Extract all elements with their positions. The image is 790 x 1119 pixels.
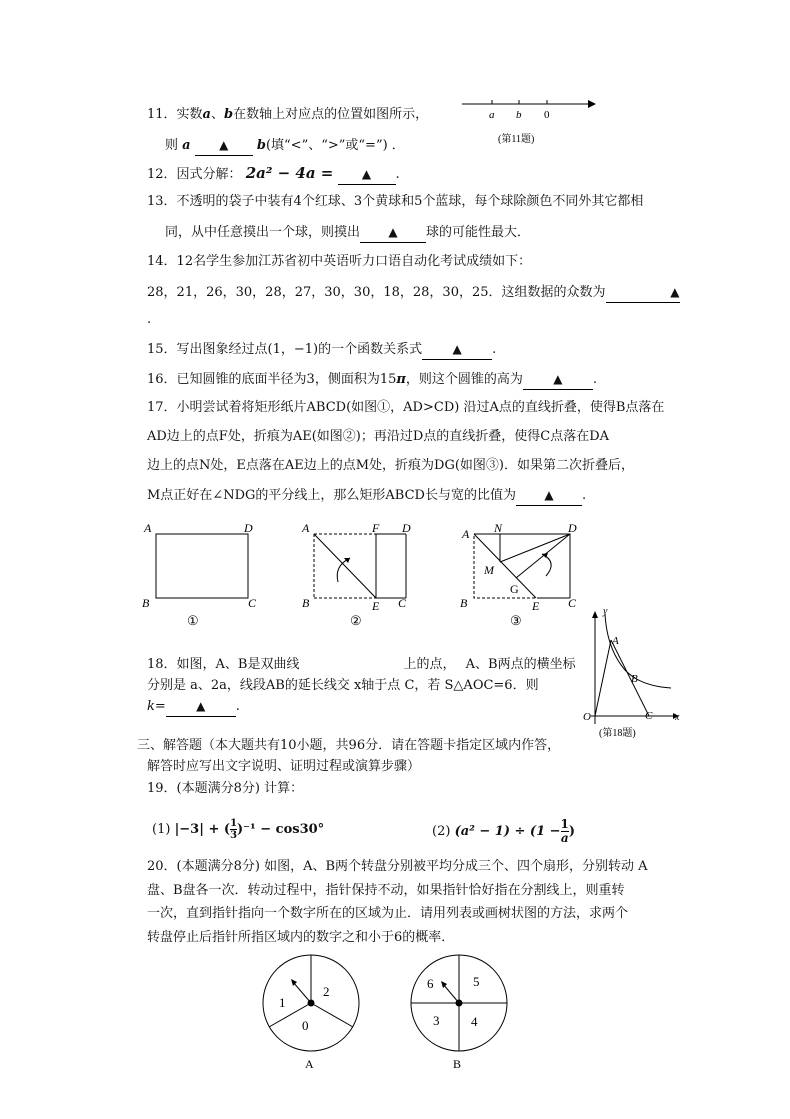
svg-text:A: A — [612, 635, 619, 647]
svg-text:2: 2 — [323, 984, 330, 999]
q18-line2: 分别是 a、2a，线段AB的延长线交 x轴于点 C，若 S△AOC=6．则 — [147, 678, 539, 693]
q20-line3: 一次，直到指针指向一个数字所在的区域为止．请用列表或画树状图的方法，求两个 — [147, 906, 629, 921]
q11-line2: 则 a ▲ b(填“<”、“>”或“=”) ． — [165, 136, 405, 156]
q14-line2: 28，21，26，30，28，27，30，30，18，28，30，25．这组数据的众数为 ▲ — [147, 283, 680, 303]
answer-blank-15[interactable]: ▲ — [422, 340, 492, 360]
svg-text:5: 5 — [473, 974, 480, 989]
q20-line1: 20．(本题满分8分) 如图，A、B两个转盘分别被平均分成三个、四个扇形，分别转动 A — [147, 859, 648, 874]
section3-line2: 解答时应写出文字说明、证明过程或演算步骤） — [147, 759, 421, 774]
svg-text:4: 4 — [471, 1014, 478, 1029]
svg-text:G: G — [510, 582, 519, 596]
section3-line1: 三、解答题（本大题共有10小题，共96分．请在答题卡指定区域内作答， — [137, 738, 561, 753]
answer-blank-18[interactable]: ▲ — [166, 697, 236, 717]
svg-text:②: ② — [350, 613, 362, 628]
q11-line1: 11．实数a、b在数轴上对应点的位置如图所示， — [147, 107, 429, 122]
q14-line3: . — [147, 312, 152, 327]
svg-text:C: C — [248, 596, 257, 610]
svg-text:C: C — [568, 596, 577, 610]
svg-text:y: y — [603, 606, 608, 617]
q12: 12．因式分解： 2a² − 4a = ▲ . — [147, 164, 400, 185]
svg-text:x: x — [675, 712, 680, 723]
answer-blank-13[interactable]: ▲ — [360, 223, 426, 243]
svg-text:C: C — [645, 710, 653, 722]
svg-text:B: B — [631, 673, 638, 685]
answer-blank-14[interactable]: ▲ — [606, 283, 680, 303]
svg-text:O: O — [583, 711, 591, 723]
svg-text:③: ③ — [510, 613, 522, 628]
q17-line4: M点正好在∠NDG的平分线上，那么矩形ABCD长与宽的比值为 ▲ . — [147, 486, 586, 506]
numline-label-0: 0 — [544, 109, 550, 121]
svg-text:6: 6 — [427, 976, 434, 991]
number-line-figure — [460, 96, 600, 148]
q19-title: 19．(本题满分8分) 计算： — [147, 781, 304, 796]
q13-line1: 13．不透明的袋子中装有4个红球、3个黄球和5个蓝球，每个球除颜色不同外其它都相 — [147, 194, 644, 209]
figure-17 — [138, 516, 588, 632]
svg-text:N: N — [494, 521, 503, 535]
svg-text:D: D — [402, 521, 411, 535]
svg-text:①: ① — [187, 613, 199, 628]
spinner-a — [263, 955, 359, 1071]
q18-line1: 18．如图，A、B是双曲线 上的点， A、B两点的横坐标 — [147, 657, 576, 672]
svg-text:M: M — [484, 563, 494, 577]
answer-blank-11[interactable]: ▲ — [195, 136, 253, 156]
spinners-figure — [255, 950, 515, 1075]
svg-text:D: D — [568, 521, 577, 535]
numline-label-a: a — [489, 109, 495, 121]
svg-text:F: F — [372, 521, 380, 535]
svg-text:C: C — [398, 596, 407, 610]
q19-part1: (1) |−3| + ( $\frac{1}{3}$ )⁻¹ − cos30° — [152, 818, 325, 841]
svg-text:A: A — [462, 527, 470, 541]
figure-18 — [565, 604, 687, 742]
svg-text:B: B — [453, 1057, 462, 1071]
svg-text:3: 3 — [433, 1013, 440, 1028]
answer-blank-16[interactable]: ▲ — [523, 370, 593, 390]
svg-text:A: A — [144, 521, 152, 535]
svg-text:B: B — [142, 596, 150, 610]
q16: 16．已知圆锥的底面半径为3，侧面积为15π，则这个圆锥的高为 ▲ . — [147, 370, 597, 390]
fig1-rect — [156, 534, 248, 598]
q18-line3: k= ▲ . — [147, 697, 240, 717]
svg-text:E: E — [532, 599, 540, 613]
q20-line2: 盘、B盘各一次．转动过程中，指针保持不动，如果指针恰好指在分割线上，则重转 — [147, 883, 625, 898]
svg-text:E: E — [372, 599, 380, 613]
svg-text:0: 0 — [302, 1018, 309, 1033]
svg-text:A: A — [302, 521, 310, 535]
svg-text:D: D — [244, 521, 253, 535]
numline-label-b: b — [516, 109, 522, 121]
q17-line2: AD边上的点F处，折痕为AE(如图②)；再沿过D点的直线折叠，使得C点落在DA — [147, 429, 610, 444]
q19-part2: (2) (a² − 1) ÷ (1 − $\frac{1}{a}$ ) — [432, 817, 576, 845]
spinner-b — [411, 955, 507, 1071]
svg-text:B: B — [302, 596, 310, 610]
answer-blank-17[interactable]: ▲ — [516, 486, 582, 506]
q20-line4: 转盘停止后指针所指区域内的数字之和小于6的概率． — [147, 930, 455, 945]
q17-line3: 边上的点N处，E点落在AE边上的点M处，折痕为DG(如图③)．如果第二次折叠后， — [147, 458, 635, 473]
q13-line2: 同，从中任意摸出一个球，则摸出 ▲ 球的可能性最大． — [165, 223, 530, 243]
q17-line1: 17．小明尝试着将矩形纸片ABCD(如图①，AD>CD) 沿过A点的直线折叠，使得B点落在 — [147, 400, 665, 415]
q15: 15．写出图象经过点(1，−1)的一个函数关系式 ▲ . — [147, 340, 496, 360]
answer-blank-12[interactable]: ▲ — [338, 165, 396, 185]
svg-text:B: B — [460, 596, 468, 610]
svg-text:A: A — [305, 1057, 314, 1071]
q14-line1: 14．12名学生参加江苏省初中英语听力口语自动化考试成绩如下： — [147, 254, 532, 269]
q11-caption: (第11题) — [498, 134, 535, 145]
svg-text:1: 1 — [279, 995, 286, 1010]
svg-text:(第18题): (第18题) — [599, 728, 636, 739]
